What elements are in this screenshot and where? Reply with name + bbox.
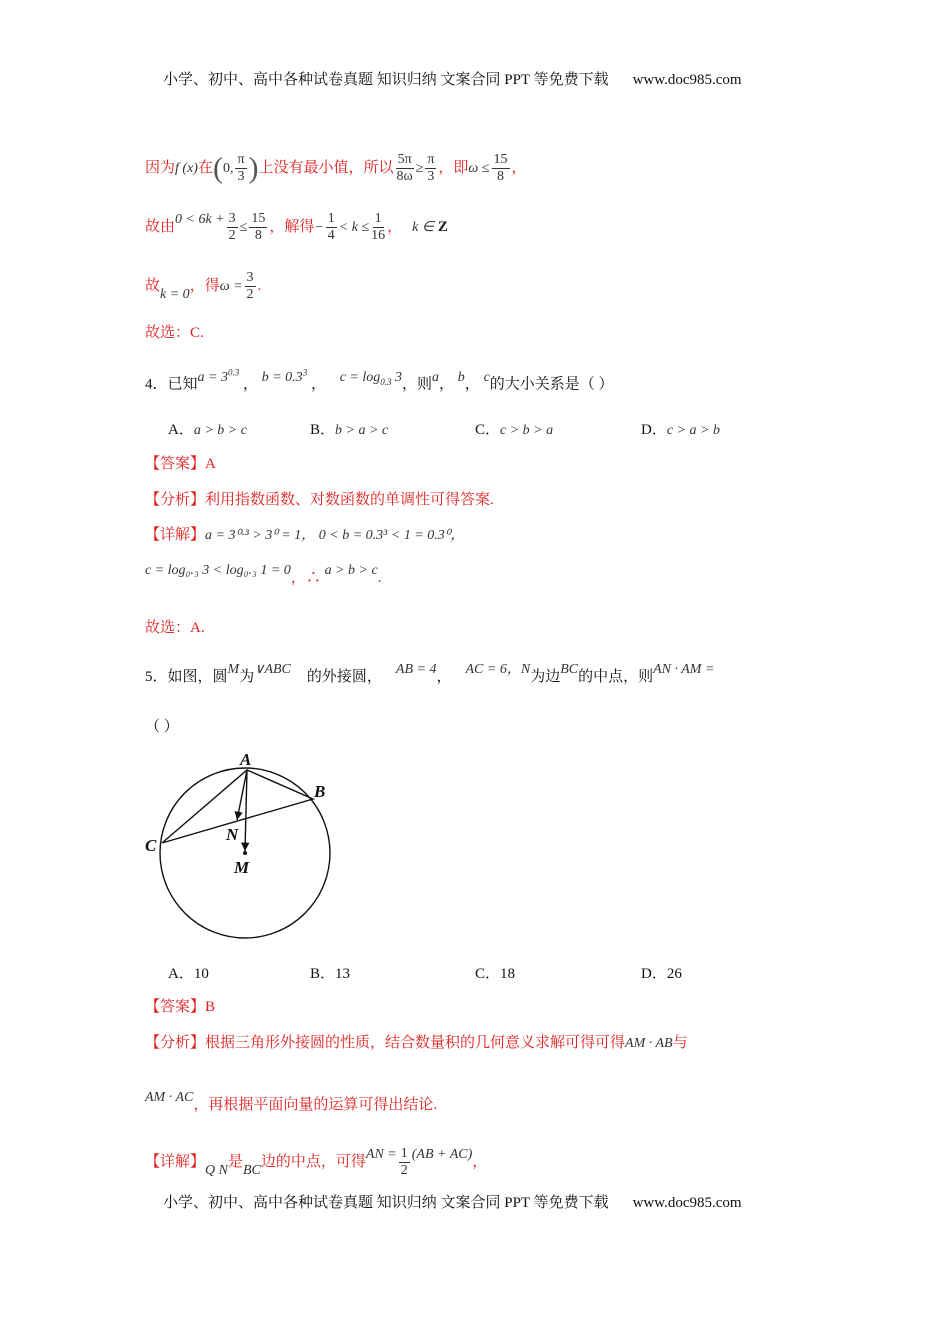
text: 故由	[145, 219, 176, 235]
option-label: A．	[168, 422, 194, 438]
q5-analysis-2	[145, 1088, 437, 1123]
math: AC = 6，	[465, 662, 521, 677]
num: 15	[493, 152, 508, 168]
option-text: 13	[335, 966, 351, 982]
a-eq: a = 3	[197, 369, 228, 385]
math: ≤	[239, 220, 248, 235]
den: 8	[254, 228, 262, 244]
option-text: a > b > c	[193, 423, 247, 438]
tag: 【答案】	[145, 999, 206, 1015]
text: 是	[227, 1154, 243, 1170]
option-label: D．	[641, 966, 667, 982]
math: AM · AC	[145, 1090, 194, 1105]
text: 因为	[145, 160, 176, 176]
option-text: 18	[500, 966, 516, 982]
math: (AB + AC)	[411, 1147, 473, 1162]
num: 3	[246, 270, 254, 286]
math: AM · AB	[625, 1036, 673, 1051]
tag: 【详解】	[145, 527, 206, 543]
math: < k ≤	[338, 220, 370, 235]
footer-text: 小学、初中、高中各种试卷真题 知识归纳 文案合同 PPT 等免费下载	[163, 1195, 609, 1211]
math: AN · AM =	[653, 662, 715, 677]
num: π	[237, 152, 245, 168]
den: 2	[400, 1163, 408, 1179]
label-c: C	[145, 836, 157, 855]
math: −	[314, 220, 324, 235]
text: 的外接圆，	[306, 669, 382, 685]
text: ，再根据平面向量的运算可得出结论.	[193, 1097, 438, 1113]
num: 1	[327, 211, 335, 227]
text: ，∴	[290, 570, 321, 586]
den: 8	[497, 169, 504, 185]
q5-answer	[145, 997, 215, 1017]
math-Z: Z	[437, 219, 448, 235]
option-a	[168, 962, 209, 983]
b-eq: b = 0.3	[261, 369, 303, 385]
math: AB = 4	[395, 662, 437, 677]
paren: )	[248, 151, 259, 185]
label-n: N	[226, 825, 239, 844]
label-b: B	[314, 782, 326, 801]
math: N	[520, 662, 531, 677]
option-label: D．	[641, 422, 667, 438]
option-text: 10	[193, 966, 209, 982]
text: 为边	[530, 669, 561, 685]
text: ，	[387, 219, 403, 235]
text: ，得	[189, 278, 220, 294]
text: 为	[239, 669, 255, 685]
option-label: C．	[475, 966, 501, 982]
text: ，解得	[269, 219, 315, 235]
math: M	[227, 662, 240, 677]
den: 3	[427, 169, 435, 185]
q4-stem: 4．已知$a = 3^{0.3}$ ， $b = 0.3^3$ ， $c = \log_{0.3} 3$，则a， b， c的大小关系是（ ）	[145, 367, 614, 393]
tag: 【详解】	[145, 1154, 206, 1170]
math: c = log₀.₃ 3 < log₀.₃ 1 = 0	[145, 563, 291, 578]
math: f (x)	[175, 161, 198, 176]
den: 2	[228, 228, 236, 244]
math: a	[432, 369, 440, 385]
math: BC	[242, 1163, 261, 1178]
text: ，即	[438, 160, 469, 176]
q5-analysis	[145, 1033, 688, 1054]
option-label: B．	[310, 966, 336, 982]
math: ∨ABC	[254, 662, 291, 677]
sub: 0.3	[380, 376, 392, 387]
option-label: B．	[310, 422, 336, 438]
math: AN =	[365, 1147, 397, 1162]
num: π	[427, 152, 435, 168]
math: k ∈	[412, 220, 435, 235]
math: Q N	[205, 1163, 228, 1178]
vector-am	[245, 770, 247, 851]
math: c	[483, 369, 490, 385]
text: 故	[145, 278, 161, 294]
text: 与	[672, 1035, 688, 1051]
text: 在	[197, 160, 213, 176]
option-label: A．	[168, 966, 194, 982]
math: a = 3⁰·³ > 3⁰ = 1， 0 < b = 0.3³ < 1 = 0.3⁰，	[205, 528, 465, 543]
q4-choice: 故选：A.	[145, 620, 205, 636]
exp: 3	[302, 367, 308, 377]
text: 的中点，则	[578, 669, 654, 685]
text: 的大小关系是（ ）	[489, 376, 614, 393]
text: 5．如图，圆	[145, 669, 228, 685]
c-end: 3	[391, 369, 403, 385]
header-text: 小学、初中、高中各种试卷真题 知识归纳 文案合同 PPT 等免费下载	[163, 72, 609, 88]
paren: (	[212, 151, 223, 185]
den: 4	[327, 228, 335, 244]
tag: 【答案】	[145, 456, 206, 472]
math: ≥	[415, 161, 424, 176]
option-b	[310, 962, 350, 983]
c-eq: c = log	[339, 369, 381, 385]
num: 5π	[397, 152, 412, 168]
text: ，	[511, 160, 527, 176]
text: 利用指数函数、对数函数的单调性可得答案.	[205, 492, 494, 508]
tag: 【分析】	[145, 492, 206, 508]
option-text: c > b > a	[500, 423, 554, 438]
center-point-m	[243, 851, 247, 855]
math: b	[457, 369, 465, 385]
footer	[163, 1191, 742, 1212]
tag: 【分析】	[145, 1035, 206, 1051]
math: 0 < 6k +	[175, 212, 225, 227]
fraction	[399, 1146, 410, 1179]
text: 根据三角形外接圆的性质，结合数量积的几何意义求解可得可得	[205, 1035, 626, 1051]
math: 0,	[222, 161, 234, 176]
option-text: b > a > c	[335, 423, 389, 438]
den: 16	[371, 228, 386, 244]
num: 15	[251, 211, 266, 227]
text: 4．已知	[145, 376, 198, 393]
option-label: C．	[475, 422, 501, 438]
exp: 0.3	[227, 367, 240, 377]
label-m: M	[234, 858, 250, 877]
q5-detail	[145, 1142, 487, 1183]
text: ，	[472, 1154, 488, 1170]
math: k = 0	[160, 287, 190, 302]
answer: B	[205, 999, 216, 1015]
footer-url: www.doc985.com	[632, 1195, 742, 1211]
header-url: www.doc985.com	[632, 72, 742, 88]
option-d	[641, 962, 682, 983]
math: BC	[560, 662, 579, 677]
den: 8ω	[396, 169, 413, 185]
num: 1	[374, 211, 382, 227]
answer: A	[205, 456, 216, 472]
text: .	[377, 570, 382, 586]
text: ，	[436, 669, 452, 685]
den: 3	[237, 169, 245, 185]
math: ω ≤	[468, 161, 490, 176]
num: 1	[400, 1146, 408, 1162]
q5-paren: （ ）	[145, 719, 179, 735]
text: 上没有最小值，所以	[258, 160, 394, 176]
math: a > b > c	[324, 563, 378, 578]
text: 边的中点，可得	[260, 1154, 366, 1170]
option-text: 26	[666, 966, 682, 982]
num: 3	[228, 211, 236, 227]
label-a: A	[240, 750, 252, 769]
math: ω =	[219, 279, 243, 294]
den: 2	[246, 287, 254, 303]
text: ，则	[402, 376, 433, 393]
text: .	[257, 278, 262, 294]
option-text: c > a > b	[666, 423, 720, 438]
option-c	[475, 962, 515, 983]
q3-choice: 故选：C.	[145, 325, 204, 341]
